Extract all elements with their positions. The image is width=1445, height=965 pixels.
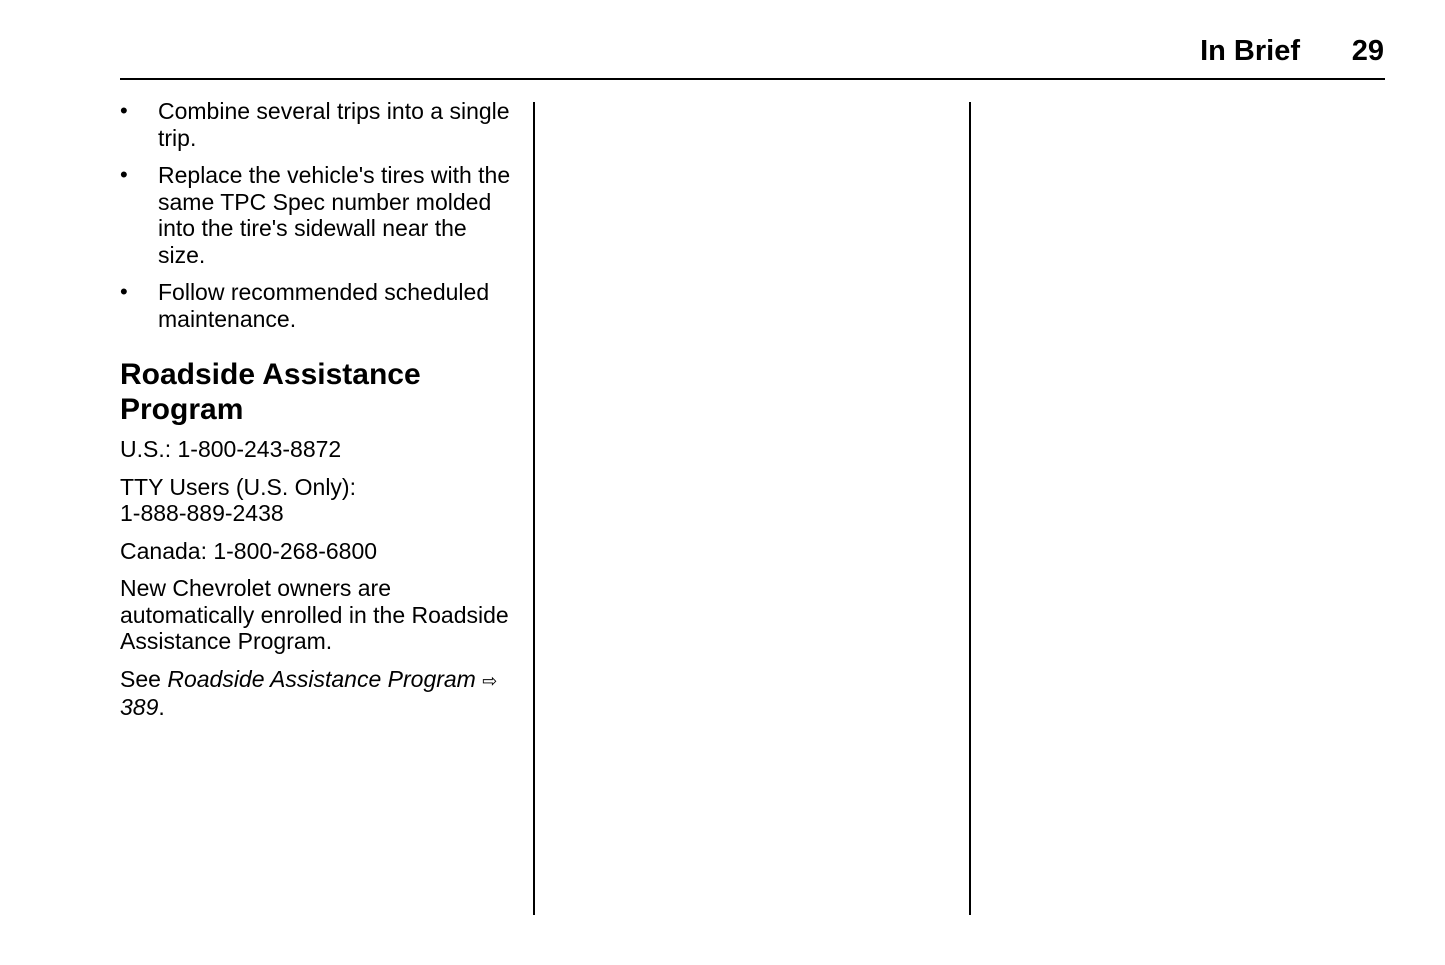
bullet-icon: • [120, 162, 128, 187]
see-suffix: . [158, 694, 165, 720]
page-reference-arrow-icon: ⇨ [482, 670, 498, 691]
reference-link[interactable] [120, 666, 497, 721]
section-heading: Roadside Assistance Program [120, 358, 421, 426]
tty-phone: 1-888-889-2438 [120, 500, 284, 526]
column-divider [533, 102, 535, 915]
bullet-icon: • [120, 98, 128, 123]
tty-info [120, 474, 515, 527]
see-prefix: See [120, 665, 168, 692]
list-item [120, 98, 515, 151]
column-divider [969, 102, 971, 915]
see-reference [120, 666, 515, 721]
list-item-text: Replace the vehicle's tires with the same TPC Spec number molded into the tire's sidewall near the size. [158, 162, 511, 268]
bullet-icon: • [120, 279, 128, 304]
list-item [120, 279, 515, 332]
page-number: 29 [1351, 35, 1384, 67]
enrollment-text: New Chevrolet owners are automatically enrolled in the Roadside Assistance Program. [120, 575, 509, 654]
tips-list [120, 98, 515, 332]
page-header [120, 0, 1385, 80]
us-phone: U.S.: 1-800-243-8872 [120, 436, 342, 462]
reference-page: 389 [120, 694, 159, 720]
list-item-text: Follow recommended scheduled maintenance. [158, 279, 490, 332]
tty-label: TTY Users (U.S. Only): [120, 473, 356, 500]
content-column [120, 98, 515, 732]
list-item-text: Combine several trips into a single trip. [158, 98, 510, 151]
list-item [120, 162, 515, 268]
section-title: In Brief [1200, 35, 1300, 67]
reference-title: Roadside Assistance Program [167, 665, 476, 692]
canada-phone: Canada: 1-800-268-6800 [120, 537, 378, 564]
